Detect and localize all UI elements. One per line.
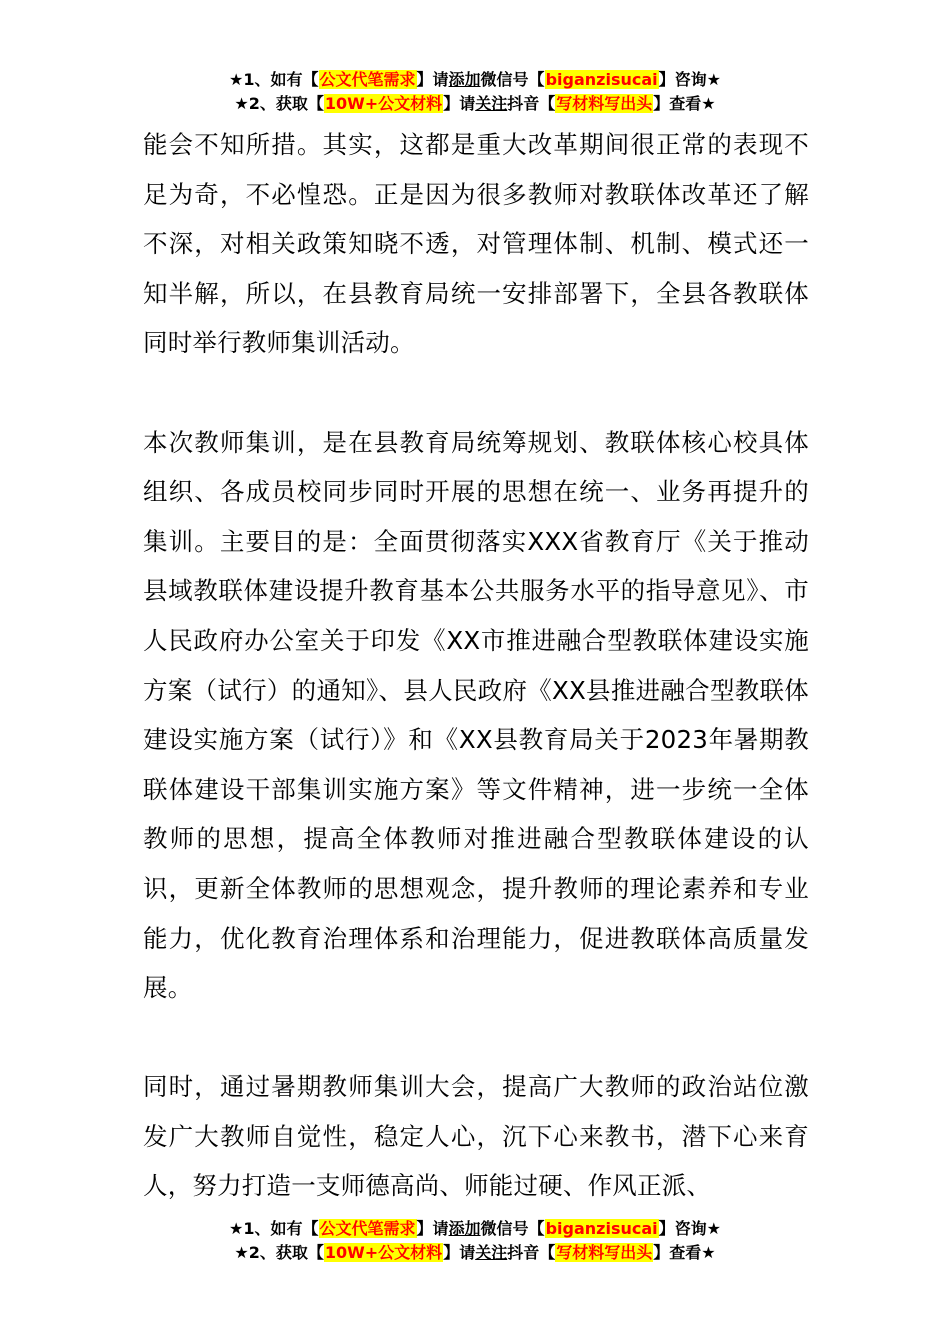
banner-line-2 [0, 92, 950, 116]
banner-text: 】请 [416, 1219, 449, 1238]
banner-text: 微信号【 [480, 1219, 545, 1238]
document-body [143, 120, 809, 1211]
banner-text: 】请 [443, 94, 476, 113]
header-banner [0, 68, 950, 116]
wechat-id-highlight: biganzisucai [545, 70, 658, 89]
banner-text: 】请 [416, 70, 449, 89]
banner-text: 微信号【 [480, 70, 545, 89]
highlight-text: 公文代笔需求 [319, 70, 416, 89]
paragraph-spacer [143, 1013, 809, 1063]
paragraph: 同时，通过暑期教师集训大会，提高广大教师的政治站位激发广大教师自觉性，稳定人心，沉下心来教书，潜下心来育人，努力打造一支师德高尚、师能过硬、作风正派、 [143, 1072, 809, 1201]
paragraph: 本次教师集训，是在县教育局统筹规划、教联体核心校具体组织、各成员校同步同时开展的思想在统一、业务再提升的集训。主要目的是：全面贯彻落实XXX省教育厅《关于推动县域教联体建设提升教育基本公共服务水平的指导意见》、市人民政府办公室关于印发《XX市推进融合型教联体建设实施方案（试行）的通知》、县人民政府《XX县推进融合型教联体建设实施方案（试行）》和《XX县教育局关于2023年暑期教联体建设干部集训实施方案》等文件精神，进一步统一全体教师的思想，提高全体教师对推进融合型教联体建设的认识，更新全体教师的思想观念，提升教师的理论素养和专业能力，优化教育治理体系和治理能力，促进教联体高质量发展。 [143, 427, 809, 1003]
banner-line-2 [0, 1241, 950, 1265]
banner-text: 】查看★ [653, 94, 716, 113]
underlined-text: 关注 [475, 94, 508, 113]
banner-text: ★1、如有【 [229, 1219, 319, 1238]
underlined-text: 添加 [448, 70, 481, 89]
highlight-text: 公文代笔需求 [319, 1219, 416, 1238]
banner-text: 抖音【 [507, 94, 556, 113]
banner-line-1 [0, 1217, 950, 1241]
douyin-id-highlight: 写材料写出头 [556, 94, 653, 113]
banner-text: 】咨询★ [658, 1219, 721, 1238]
highlight-text: 10W+公文材料 [324, 94, 443, 113]
banner-text: 】请 [443, 1243, 476, 1262]
banner-text: 】咨询★ [658, 70, 721, 89]
banner-text: ★2、获取【 [234, 1243, 324, 1262]
underlined-text: 添加 [448, 1219, 481, 1238]
banner-text: 】查看★ [653, 1243, 716, 1262]
highlight-text: 10W+公文材料 [324, 1243, 443, 1262]
paragraph: 能会不知所措。其实，这都是重大改革期间很正常的表现不足为奇，不必惶恐。正是因为很多教师对教联体改革还了解不深，对相关政策知晓不透，对管理体制、机制、模式还一知半解，所以，在县教育局统一安排部署下，全县各教联体同时举行教师集训活动。 [143, 130, 809, 358]
wechat-id-highlight: biganzisucai [545, 1219, 658, 1238]
underlined-text: 关注 [475, 1243, 508, 1262]
footer-banner [0, 1217, 950, 1265]
banner-text: 抖音【 [507, 1243, 556, 1262]
douyin-id-highlight: 写材料写出头 [556, 1243, 653, 1262]
banner-text: ★2、获取【 [234, 94, 324, 113]
banner-line-1 [0, 68, 950, 92]
paragraph-spacer [143, 368, 809, 418]
banner-text: ★1、如有【 [229, 70, 319, 89]
